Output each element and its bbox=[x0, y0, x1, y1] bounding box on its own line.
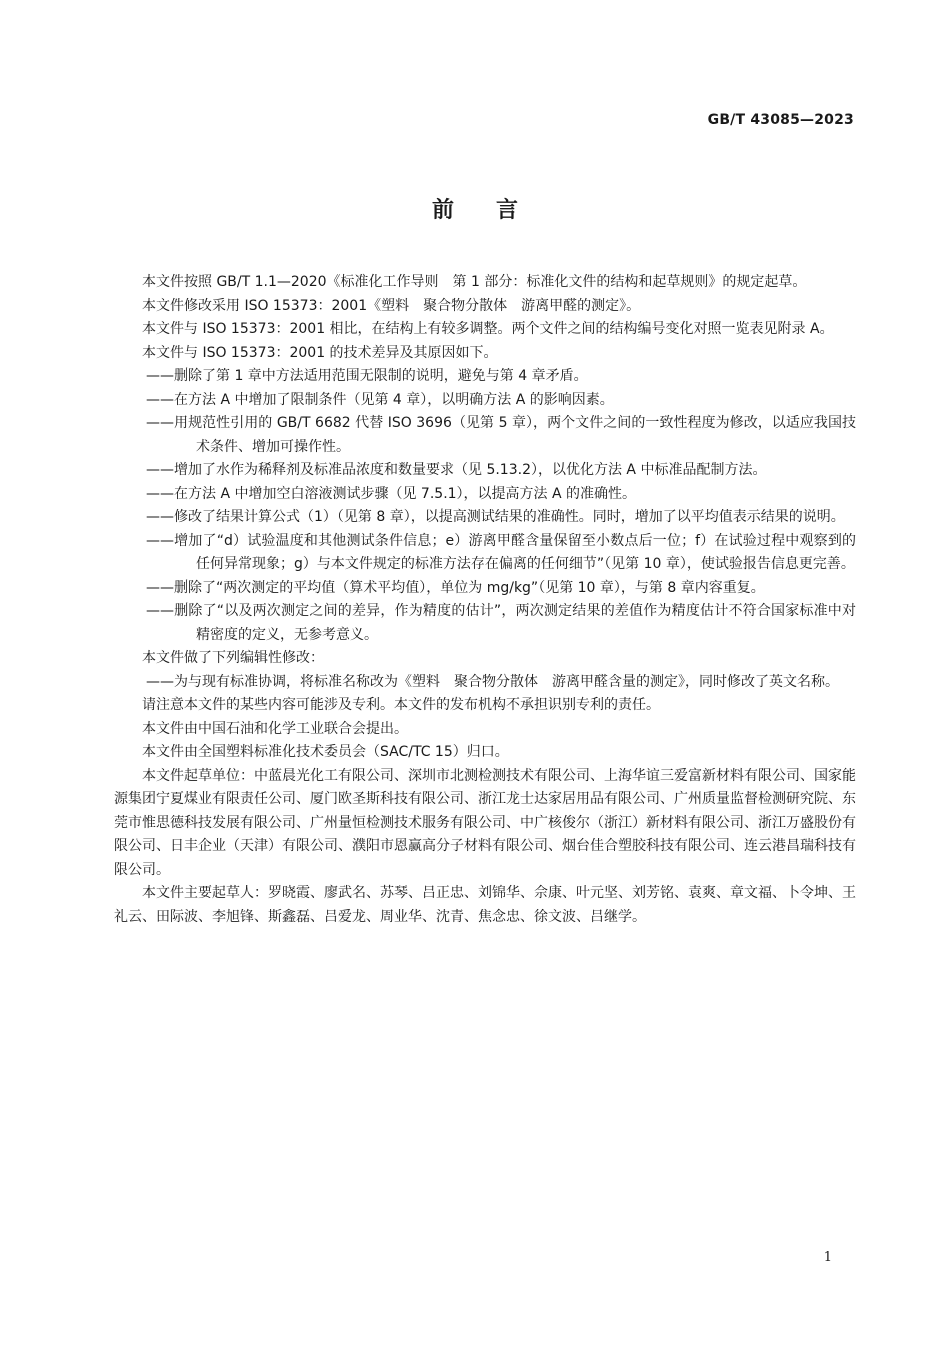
list-item: ——在方法 A 中增加空白溶液测试步骤（见 7.5.1），以提高方法 A 的准确性。 bbox=[146, 485, 637, 502]
paragraph: 本文件起草单位：中蓝晨光化工有限公司、深圳市北测检测技术有限公司、上海华谊三爱富新材料有限公司、国家能源集团宁夏煤业有限责任公司、厦门欧圣斯科技有限公司、浙江龙士达家居用品有限公司、广州质量监督检测研究院、东莞市惟思德科技发展有限公司、广州量恒检测技术服务有限公司、中广核俊尔（浙江）新材料有限公司、浙江万盛股份有限公司、日丰企业（天津）有限公司、濮阳市恩赢高分子材料有限公司、烟台佳合塑胶科技有限公司、连云港昌瑞科技有限公司。 bbox=[114, 767, 856, 878]
paragraph: 本文件由全国塑料标准化技术委员会（SAC/TC 15）归口。 bbox=[142, 744, 509, 760]
paragraph: 本文件主要起草人：罗晓霞、廖武名、苏琴、吕正忠、刘锦华、佘康、叶元坚、刘芳铭、袁爽、章文福、卜令坤、王礼云、田际波、李旭锋、斯鑫磊、吕爱龙、周业华、沈青、焦念忠、徐文波、吕继学。 bbox=[114, 885, 856, 925]
paragraph: 本文件与 ISO 15373：2001 相比，在结构上有较多调整。两个文件之间的结构编号变化对照一览表见附录 A。 bbox=[142, 321, 834, 337]
list-item: ——用规范性引用的 GB/T 6682 代替 ISO 3696（见第 5 章），两个文件之间的一致性程度为修改，以适应我国技术条件、增加可操作性。 bbox=[146, 415, 856, 455]
list-item: ——删除了“两次测定的平均值（算术平均值），单位为 mg/kg”（见第 10 章），与第 8 章内容重复。 bbox=[146, 579, 765, 596]
list-item: ——为与现有标准协调，将标准名称改为《塑料 聚合物分散体 游离甲醛含量的测定》，同时修改了英文名称。 bbox=[146, 673, 839, 690]
paragraph: 本文件按照 GB/T 1.1—2020《标准化工作导则 第 1 部分：标准化文件的结构和起草规则》的规定起草。 bbox=[142, 274, 807, 290]
list-item: ——删除了第 1 章中方法适用范围无限制的说明，避免与第 4 章矛盾。 bbox=[146, 368, 588, 384]
paragraph: 请注意本文件的某些内容可能涉及专利。本文件的发布机构不承担识别专利的责任。 bbox=[142, 697, 660, 713]
standard-number: GB/T 43085—2023 bbox=[707, 112, 854, 128]
list-item: ——删除了“以及两次测定之间的差异，作为精度的估计”，两次测定结果的差值作为精度估计不符合国家标准中对精密度的定义，无参考意义。 bbox=[146, 603, 856, 643]
paragraph: 本文件修改采用 ISO 15373：2001《塑料 聚合物分散体 游离甲醛的测定》。 bbox=[142, 297, 641, 314]
list-item: ——增加了“d）试验温度和其他测试条件信息；e）游离甲醛含量保留至小数点后一位；f）在试验过程中观察到的任何异常现象；g）与本文件规定的标准方法存在偏离的任何细节”（见第 10 章），使试验报告信息更完善。 bbox=[146, 532, 856, 572]
list-item: ——在方法 A 中增加了限制条件（见第 4 章），以明确方法 A 的影响因素。 bbox=[146, 391, 614, 408]
paragraph: 本文件由中国石油和化学工业联合会提出。 bbox=[142, 720, 408, 737]
paragraph: 本文件与 ISO 15373：2001 的技术差异及其原因如下。 bbox=[142, 344, 498, 361]
paragraph: 本文件做了下列编辑性修改： bbox=[142, 650, 324, 666]
list-item: ——增加了水作为稀释剂及标准品浓度和数量要求（见 5.13.2），以优化方法 A 中标准品配制方法。 bbox=[146, 462, 767, 478]
page-title: 前言 bbox=[431, 198, 560, 223]
list-item: ——修改了结果计算公式（1）（见第 8 章），以提高测试结果的准确性。同时，增加了以平均值表示结果的说明。 bbox=[146, 509, 845, 525]
page-number: 1 bbox=[823, 1250, 832, 1265]
document-body bbox=[114, 271, 856, 929]
